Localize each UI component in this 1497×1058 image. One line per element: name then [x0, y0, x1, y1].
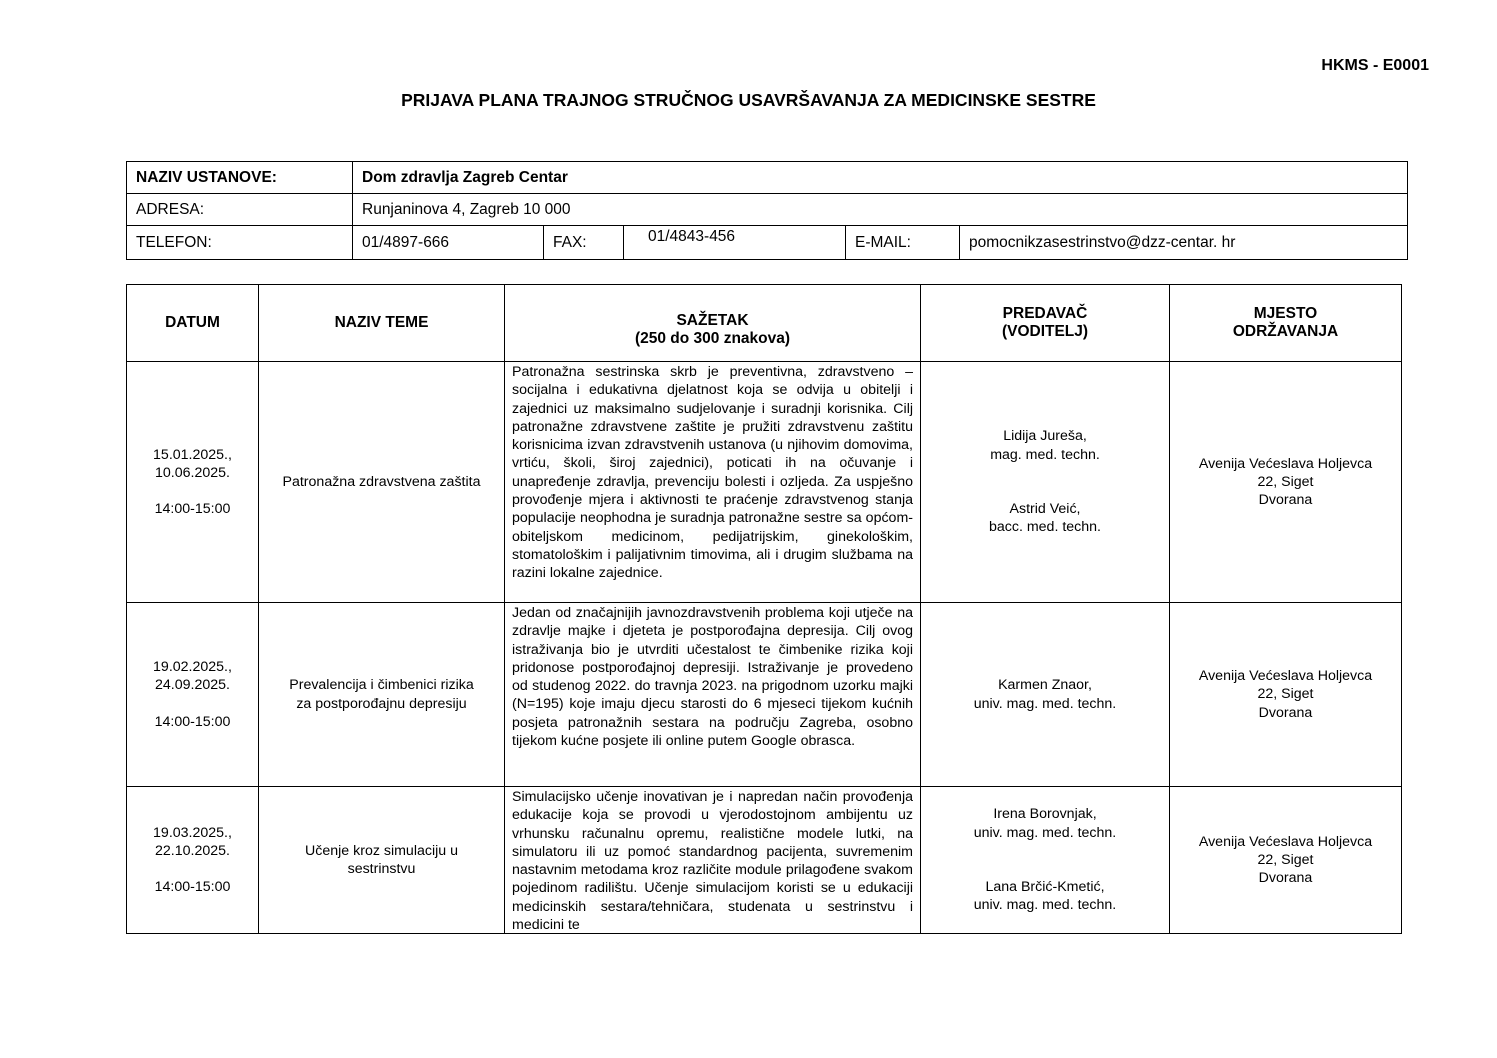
header-summary: SAŽETAK (250 do 300 znakova): [505, 285, 921, 362]
table-header-row: [127, 285, 1402, 362]
page-title: PRIJAVA PLANA TRAJNOG STRUČNOG USAVRŠAVANJA ZA MEDICINSKE SESTRE: [401, 90, 1096, 110]
row-lecturer-cell: [921, 787, 1170, 934]
row-topic: Učenje kroz simulaciju u sestrinstvu: [259, 787, 505, 934]
table-row: [127, 362, 1402, 603]
fax-label: FAX:: [544, 226, 624, 260]
contact-row: [127, 226, 1408, 260]
row-lecturer-1: Irena Borovnjak, univ. mag. med. techn.: [973, 806, 1117, 841]
row-location: Avenija Većeslava Holjevca 22, Siget Dvorana: [1170, 603, 1402, 787]
row-summary: Patronažna sestrinska skrb je preventivna, zdravstveno – socijalna i edukativna djelatnost koja se odvija u obitelji i zajednici uz maksimalno sudjelovanje i suradnji korisnika. Cilj patronažne zdravstvene zaštite je pružiti zdravstvenu zaštitu korisnicima izvan zdravstvenih ustanova (u njihovim domovima, vrtiću, školi, široj zajednici), poticati ih na očuvanje i unapređenje zdravlja, prevenciju bolesti i ozljeda. Za uspješno provođenje mjera i aktivnosti te praćenje zdravstvenog stanja populacije neophodna je suradnja patronažne sestre sa općom-obiteljskom medicinom, pedijatrijskim, ginekološkim, stomatološkim i palijativnim timovima, ali i drugim službama na razini lokalne zajednice.: [505, 362, 921, 603]
row-lecturer-cell: [921, 603, 1170, 787]
header-topic: NAZIV TEME: [259, 285, 505, 362]
institution-name-row: [127, 162, 1408, 194]
row-time: 14:00-15:00: [154, 879, 231, 896]
row-summary-text: Simulacijsko učenje inovativan je i napredan način provođenja edukacije koja se provodi u vjerodostojnom ambijentu uz vrhunsku računalnu opremu, realistične modele lutki, na simulatoru ili uz pomoć standardnog pacijenta, suvremenim nastavnim metodama kroz različite module prilagođene svakom pojedinom radilištu. Učenje simulacijom koristi se u edukaciji medicinskih sestara/tehničara, studenata u sestrinstvu i medicini te: [512, 789, 913, 933]
education-plan-table: [126, 284, 1402, 934]
phone-value: 01/4897-666: [353, 226, 544, 260]
header-location: MJESTO ODRŽAVANJA: [1170, 285, 1402, 362]
row-location: Avenija Većeslava Holjevca 22, Siget Dvorana: [1170, 787, 1402, 934]
row-lecturer-2: Lana Brčić-Kmetić, univ. mag. med. techn.: [973, 879, 1117, 914]
row-lecturer-1: Karmen Znaor, univ. mag. med. techn.: [973, 677, 1117, 712]
row-date-cell: [127, 362, 259, 603]
institution-name-value: Dom zdravlja Zagreb Centar: [353, 162, 1408, 194]
row-dates: 15.01.2025., 10.06.2025.: [153, 446, 232, 481]
row-time: 14:00-15:00: [154, 501, 231, 518]
email-label: E-MAIL:: [846, 226, 960, 260]
row-date-cell: [127, 787, 259, 934]
institution-info-table: [126, 161, 1408, 260]
row-lecturer-2: Astrid Veić, bacc. med. techn.: [989, 501, 1101, 536]
row-lecturer-cell: [921, 362, 1170, 603]
row-summary: [505, 787, 921, 934]
table-row: [127, 603, 1402, 787]
address-label: ADRESA:: [127, 194, 353, 226]
row-topic: Prevalencija i čimbenici rizika za postporođajnu depresiju: [259, 603, 505, 787]
fax-value: 01/4843-456: [624, 226, 846, 260]
row-topic: Patronažna zdravstvena zaštita: [259, 362, 505, 603]
row-dates: 19.02.2025., 24.09.2025.: [153, 659, 232, 694]
row-summary: Jedan od značajnijih javnozdravstvenih problema koji utječe na zdravlje majke i djeteta je postporođajna depresija. Cilj ovog istraživanja bio je utvrditi učestalost te čimbenike rizika koji pridonose postporođajnoj depresiji. Istraživanje je provedeno od studenog 2022. do travnja 2023. na prigodnom uzorku majki (N=195) koje imaju djecu starosti do 6 mjeseci tijekom kućnih posjeta patronažnih sestara na području Zagreba, osobno tijekom kućne posjete ili online putem Google obrasca.: [505, 603, 921, 787]
address-value: Runjaninova 4, Zagreb 10 000: [353, 194, 1408, 226]
row-date-cell: [127, 603, 259, 787]
row-dates: 19.03.2025., 22.10.2025.: [153, 824, 232, 859]
address-row: [127, 194, 1408, 226]
phone-label: TELEFON:: [127, 226, 353, 260]
row-lecturer-1: Lidija Jureša, mag. med. techn.: [990, 428, 1100, 463]
email-value: pomocnikzasestrinstvo@dzz-centar. hr: [960, 226, 1408, 260]
institution-name-label: NAZIV USTANOVE:: [127, 162, 353, 194]
row-location: Avenija Većeslava Holjevca 22, Siget Dvorana: [1170, 362, 1402, 603]
header-lecturer: PREDAVAČ (VODITELJ): [921, 285, 1170, 362]
form-code: HKMS - E0001: [1321, 57, 1429, 74]
header-date: DATUM: [127, 285, 259, 362]
table-row: [127, 787, 1402, 934]
row-time: 14:00-15:00: [154, 713, 231, 730]
